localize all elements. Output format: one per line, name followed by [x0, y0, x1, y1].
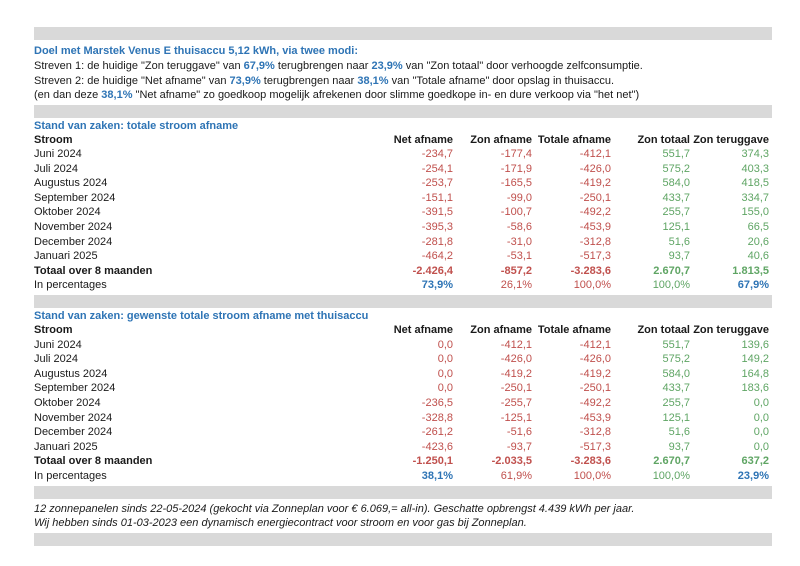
intro-text-segment: van "Totale afname" door opslag in thuisaccu. [388, 74, 615, 87]
intro-text-segment: (en dan deze [34, 89, 102, 101]
table-row [34, 440, 772, 455]
table-cell: -412,1 [579, 338, 611, 351]
row-label: Augustus 2024 [34, 177, 108, 190]
table-cell: -100,7 [500, 206, 532, 219]
table-cell: 93,7 [668, 250, 690, 263]
table-cell: 255,7 [662, 206, 690, 219]
table-row [34, 338, 772, 353]
table-row [34, 381, 772, 396]
table-cell: 2.670,7 [653, 264, 690, 277]
table-cell: -464,2 [421, 250, 453, 263]
table-cell: -492,2 [579, 397, 611, 409]
table-cell: -261,2 [421, 426, 453, 439]
table-row [34, 469, 772, 484]
table-cell: -453,9 [579, 221, 611, 234]
table-cell: -93,7 [506, 440, 532, 453]
table-row [34, 352, 772, 367]
table-cell: 73,9% [421, 279, 453, 292]
goal-title: Doel met Marstek Venus E thuisaccu 5,12 kWh, via twee modi: [34, 45, 358, 57]
table-cell: 403,3 [741, 162, 769, 175]
row-label: Juli 2024 [34, 353, 79, 366]
row-label: Juni 2024 [34, 148, 82, 161]
table-cell: -453,9 [579, 411, 611, 424]
table-cell: 255,7 [662, 397, 690, 409]
table-cell: 0,0 [753, 426, 769, 439]
column-header: Zon afname [470, 324, 532, 337]
column-header: Zon afname [470, 133, 532, 146]
table-cell: -250,1 [500, 382, 532, 395]
table-cell: -312,8 [579, 235, 611, 248]
row-label: Totaal over 8 maanden [34, 455, 153, 468]
intro-line [34, 59, 772, 74]
accent-percentage: 67,9% [243, 60, 275, 72]
table-row [34, 147, 772, 162]
table-cell: 334,7 [741, 191, 769, 204]
table-cell: 575,2 [662, 162, 690, 175]
row-label: November 2024 [34, 221, 113, 234]
separator-bar [34, 486, 772, 499]
table-cell: 637,2 [741, 455, 769, 468]
table-cell: -234,7 [421, 148, 453, 161]
table-cell: 433,7 [662, 382, 690, 395]
accent-percentage: 38,1% [101, 89, 133, 101]
table-cell: 67,9% [737, 279, 769, 292]
footer-notes [34, 502, 772, 530]
table-cell: 0,0 [437, 382, 453, 395]
table-cell: 20,6 [747, 235, 769, 248]
table-cell: 125,1 [662, 221, 690, 234]
table-body [34, 338, 772, 484]
table-cell: -151,1 [421, 191, 453, 204]
separator-bar [34, 27, 772, 40]
table-section-desired [34, 309, 772, 484]
table-cell: 149,2 [741, 353, 769, 366]
table-cell: -236,5 [421, 397, 453, 409]
table-row [34, 191, 772, 206]
table-cell: 100,0% [573, 469, 611, 482]
row-label: Augustus 2024 [34, 367, 108, 380]
intro-text-segment: van "Zon totaal" door verhoogde zelfconsumptie. [402, 60, 643, 72]
table-cell: -165,5 [500, 177, 532, 190]
accent-percentage: 23,9% [371, 60, 403, 72]
section-title: Stand van zaken: gewenste totale stroom afname met thuisaccu [34, 310, 369, 323]
column-header: Totale afname [537, 133, 611, 146]
table-row [34, 411, 772, 426]
table-cell: -2.033,5 [491, 455, 532, 468]
intro-text-segment: terugbrengen naar [260, 74, 358, 87]
table-cell: -492,2 [579, 206, 611, 219]
table-cell: 0,0 [753, 440, 769, 453]
table-row [34, 396, 772, 411]
table-cell: 183,6 [741, 382, 769, 395]
row-label: In percentages [34, 279, 107, 292]
table-cell: -255,7 [500, 397, 532, 409]
table-cell: -254,1 [421, 162, 453, 175]
table-cell: 551,7 [662, 338, 690, 351]
table-cell: 164,8 [741, 367, 769, 380]
column-header: Stroom [34, 324, 73, 337]
table-cell: -253,7 [421, 177, 453, 190]
table-cell: 51,6 [668, 426, 690, 439]
table-cell: 584,0 [662, 177, 690, 190]
separator-bar [34, 295, 772, 308]
table-cell: 100,0% [573, 279, 611, 292]
row-label: Januari 2025 [34, 250, 98, 263]
footer-note-energy-contract: Wij hebben sinds 01-03-2023 een dynamisch energiecontract voor stroom en voor gas bij Zonneplan. [34, 516, 527, 529]
table-cell: -423,6 [421, 440, 453, 453]
table-cell: 40,6 [747, 250, 769, 263]
table-cell: -51,6 [506, 426, 532, 439]
table-cell: -419,2 [579, 367, 611, 380]
table-cell: -250,1 [579, 191, 611, 204]
row-label: In percentages [34, 469, 107, 482]
table-cell: 26,1% [500, 279, 532, 292]
column-header: Zon teruggave [693, 133, 769, 146]
footer-note-solar-panels: 12 zonnepanelen sinds 22-05-2024 (gekocht via Zonneplan voor € 6.069,= all-in). Geschatte opbrengst 4.439 kWh per jaar. [34, 502, 635, 515]
accent-percentage: 73,9% [229, 74, 261, 87]
table-cell: 0,0 [753, 397, 769, 409]
table-row [34, 205, 772, 220]
column-header: Zon totaal [637, 133, 690, 146]
table-cell: -3.283,6 [570, 455, 611, 468]
column-header: Zon teruggave [693, 324, 769, 337]
table-cell: -53,1 [506, 250, 532, 263]
table-row [34, 454, 772, 469]
intro-line [34, 74, 772, 89]
table-cell: -99,0 [506, 191, 532, 204]
column-header: Net afname [393, 324, 453, 337]
table-cell: -328,8 [421, 411, 453, 424]
table-cell: 100,0% [652, 279, 690, 292]
table-cell: -1.250,1 [412, 455, 453, 468]
table-cell: 433,7 [662, 191, 690, 204]
table-cell: -171,9 [500, 162, 532, 175]
row-label: Juli 2024 [34, 162, 79, 175]
table-cell: -2.426,4 [412, 264, 453, 277]
table-cell: 93,7 [668, 440, 690, 453]
intro-line [34, 88, 772, 103]
table-row [34, 162, 772, 177]
table-cell: -412,1 [500, 338, 532, 351]
table-cell: -857,2 [500, 264, 532, 277]
table-header-row [34, 323, 772, 338]
table-row [34, 220, 772, 235]
table-cell: 0,0 [753, 411, 769, 424]
column-header: Net afname [393, 133, 453, 146]
table-cell: 575,2 [662, 353, 690, 366]
separator-bar [34, 533, 772, 546]
table-row [34, 425, 772, 440]
table-cell: -426,0 [500, 353, 532, 366]
row-label: Oktober 2024 [34, 206, 101, 219]
table-row [34, 264, 772, 279]
table-row [34, 235, 772, 250]
table-cell: 0,0 [437, 367, 453, 380]
row-label: December 2024 [34, 235, 113, 248]
table-cell: 1.813,5 [732, 264, 769, 277]
table-cell: -395,3 [421, 221, 453, 234]
intro-text-segment: Streven 2: de huidige "Net afname" van [34, 74, 230, 87]
row-label: Oktober 2024 [34, 397, 101, 409]
table-cell: -426,0 [579, 162, 611, 175]
table-cell: 551,7 [662, 148, 690, 161]
table-cell: -312,8 [579, 426, 611, 439]
table-cell: 584,0 [662, 367, 690, 380]
table-cell: 2.670,7 [653, 455, 690, 468]
intro-text-segment: terugbrengen naar [274, 60, 372, 72]
table-section-current [34, 119, 772, 294]
table-row [34, 367, 772, 382]
table-row [34, 176, 772, 191]
table-cell: 155,0 [741, 206, 769, 219]
column-header: Zon totaal [637, 324, 690, 337]
row-label: December 2024 [34, 426, 113, 439]
table-cell: -426,0 [579, 353, 611, 366]
table-cell: 125,1 [662, 411, 690, 424]
table-cell: -3.283,6 [570, 264, 611, 277]
row-label: September 2024 [34, 191, 116, 204]
table-row [34, 249, 772, 264]
table-body [34, 147, 772, 293]
row-label: Januari 2025 [34, 440, 98, 453]
table-cell: 0,0 [437, 353, 453, 366]
table-cell: -412,1 [579, 148, 611, 161]
table-cell: -517,3 [579, 440, 611, 453]
table-cell: -419,2 [500, 367, 532, 380]
column-header: Totale afname [537, 324, 611, 337]
intro-lines [34, 59, 772, 103]
row-label: Juni 2024 [34, 338, 82, 351]
table-cell: 38,1% [421, 469, 453, 482]
table-cell: -391,5 [421, 206, 453, 219]
table-cell: -58,6 [506, 221, 532, 234]
table-cell: -517,3 [579, 250, 611, 263]
row-label: September 2024 [34, 382, 116, 395]
table-cell: -31,0 [506, 235, 532, 248]
table-cell: 374,3 [741, 148, 769, 161]
intro-text-segment: Streven 1: de huidige "Zon teruggave" van [34, 60, 244, 72]
intro-text-segment: "Net afname" zo goedkoop mogelijk afrekenen door slimme goedkope in- en dure verkoop via "het net") [132, 89, 640, 101]
table-cell: 418,5 [741, 177, 769, 190]
table-row [34, 278, 772, 293]
accent-percentage: 38,1% [357, 74, 389, 87]
table-cell: -281,8 [421, 235, 453, 248]
table-cell: 100,0% [652, 469, 690, 482]
table-cell: -177,4 [500, 148, 532, 161]
table-cell: 61,9% [500, 469, 532, 482]
table-cell: -250,1 [579, 382, 611, 395]
table-cell: 51,6 [668, 235, 690, 248]
row-label: Totaal over 8 maanden [34, 264, 153, 277]
table-cell: 139,6 [741, 338, 769, 351]
column-header: Stroom [34, 133, 73, 146]
row-label: November 2024 [34, 411, 113, 424]
table-cell: 0,0 [437, 338, 453, 351]
table-cell: -419,2 [579, 177, 611, 190]
section-title: Stand van zaken: totale stroom afname [34, 119, 239, 132]
table-cell: 23,9% [737, 469, 769, 482]
table-cell: 66,5 [747, 221, 769, 234]
separator-bar [34, 105, 772, 118]
table-header-row [34, 133, 772, 148]
table-cell: -125,1 [500, 411, 532, 424]
